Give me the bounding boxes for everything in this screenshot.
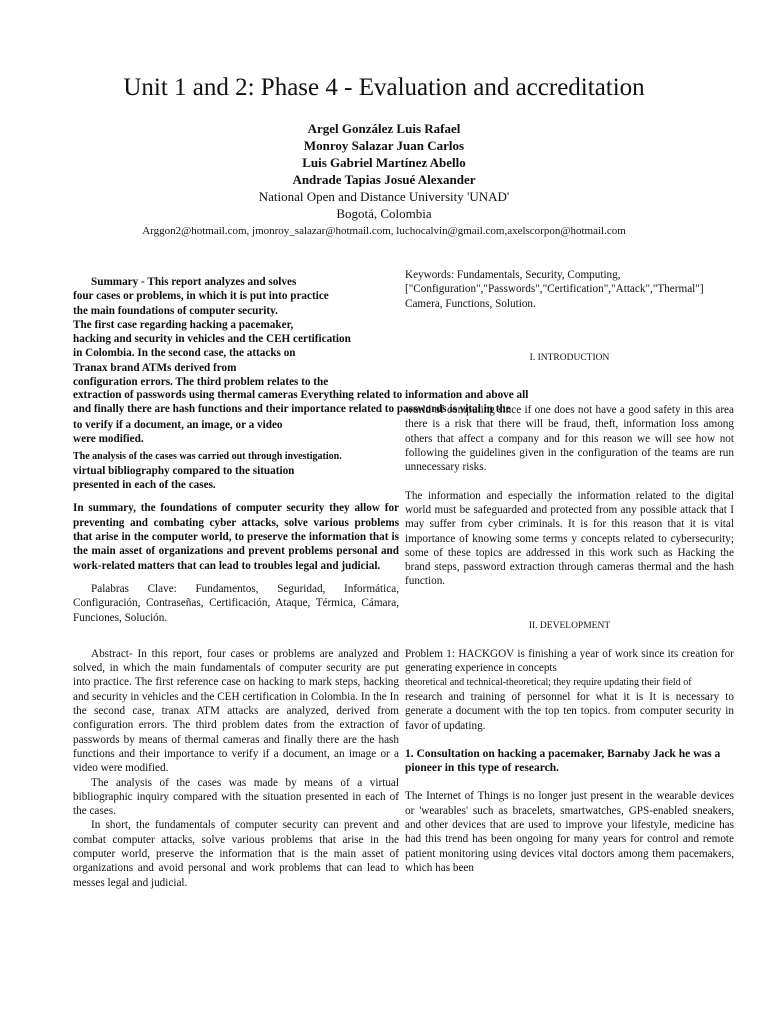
summary-line: four cases or problems, in which it is put into practice: [73, 290, 329, 303]
abstract-paragraph-3: In short, the fundamentals of computer security can prevent and combat computer attacks, solve various problems that arise in the computer world, preserve the information that is the main asset of organizations and avoid personal and work problems that can lead to messes legal and judicial.: [73, 819, 399, 889]
summary-line: to verify if a document, an image, or a video: [73, 418, 283, 431]
introduction-paragraph-1: world of computing since if one does not have a good safety in this area there is a risk that there will be fraud, theft, information loss among others that affect a company and for this reason we will see how not following the guidelines given in the configuration of the teams are run unnecessary risks.: [405, 404, 734, 474]
paper-header: [0, 72, 768, 239]
subsection-pacemaker-heading: 1. Consultation on hacking a pacemaker, Barnaby Jack he was a pioneer in this type of research.: [405, 747, 721, 775]
author-emails: Arggon2@hotmail.com, jmonroy_salazar@hotmail.com, luchocalvin@gmail.com,axelscorpon@hotmail.com: [142, 225, 626, 237]
author-3: Luis Gabriel Martínez Abello: [302, 155, 466, 170]
summary-block: [73, 275, 399, 573]
summary-line: configuration errors. The third problem relates to the: [73, 376, 329, 389]
summary-line: Summary - This report analyzes and solves: [91, 276, 297, 288]
section-development-heading: II. DEVELOPMENT: [528, 620, 611, 631]
author-2: Monroy Salazar Juan Carlos: [303, 138, 465, 153]
university: National Open and Distance University 'UNAD': [258, 189, 510, 204]
in-summary-paragraph: In summary, the foundations of computer security they allow for preventing and combating cyber attacks, solve various problems that arise in the computer world, to preserve the information that is the main asset of organizations and prevent problems personal and work-related matters that can lead to troubles legal and judicial.: [73, 502, 399, 572]
section-introduction-heading: I. INTRODUCTION: [529, 352, 610, 363]
author-4: Andrade Tapias Josué Alexander: [292, 172, 476, 187]
palabras-clave: Palabras Clave: Fundamentos, Seguridad, Informática, Configuración, Contraseñas, Certificación, Ataque, Térmica, Cámara, Funciones, Solución.: [73, 582, 399, 624]
abstract-paragraph-1: Abstract- In this report, four cases or problems are analyzed and solved, in which the main fundamentals of computer security are put into practice. The first reference case on hacking to mark steps, hacking and security in vehicles and the CEH certification in Colombia. In the In the second case, tranax ATM attacks are analyzed, derived from configuration errors. The third problem dates from the extraction of passwords by means of thermal cameras and finally there are the hash functions and their importance to verify if a document, an image or a video were modified.: [73, 647, 399, 775]
introduction-paragraph-2: The information and especially the information related to the digital world must be safeguarded and protected from any possible attack that I may suffer from cyber criminals. It is for this reason that it is vital importance of knowing some terms y concepts related to cybersecurity; some of these topics are addressed in this work such as Hacking the brand steps, password extraction through cameras thermal and the hash function.: [405, 489, 734, 588]
summary-line: The first case regarding hacking a pacemaker,: [73, 318, 294, 331]
summary-span-line-1: extraction of passwords using thermal cameras Everything related to information and above all: [73, 389, 529, 401]
abstract-paragraph-2: The analysis of the cases was made by means of a virtual bibliographic inquiry compared with the situation presented in each of the cases.: [73, 776, 399, 818]
right-column: [405, 268, 734, 875]
city: Bogotá, Colombia: [336, 206, 432, 221]
problem-paragraph-2: research and training of personnel for what it is It is necessary to generate a document with the top ten topics. from computer security in favor of updating.: [405, 690, 734, 732]
summary-span-line-2: and finally there are hash functions and their importance related to passwords is vital in the: [73, 403, 511, 416]
summary-line: Tranax brand ATMs derived from: [73, 361, 237, 374]
summary-line: in Colombia. In the second case, the attacks on: [73, 347, 296, 360]
summary-line: virtual bibliography compared to the situation: [73, 464, 295, 477]
left-column: [73, 275, 399, 890]
iot-paragraph: The Internet of Things is no longer just present in the wearable devices or 'wearables' such as bracelets, smartwatches, GPS-enabled sneakers, and other devices that are used to improve your lifestyle, medicine has had this trend has been ongoing for many years for control and remote patient monitoring using devices vital doctors among them pacemakers, which has been: [405, 790, 734, 874]
problem-small-line: theoretical and technical-theoretical; they require updating their field of: [405, 676, 692, 688]
paper-title: Unit 1 and 2: Phase 4 - Evaluation and accreditation: [123, 74, 645, 101]
problem-paragraph-1: Problem 1: HACKGOV is finishing a year of work since its creation for generating experience in concepts: [405, 648, 734, 675]
analysis-note: The analysis of the cases was carried out through investigation.: [73, 450, 342, 462]
summary-line: hacking and security in vehicles and the CEH certification: [73, 333, 351, 346]
summary-line: presented in each of the cases.: [73, 479, 216, 492]
summary-line: the main foundations of computer security.: [73, 304, 278, 317]
keywords: Keywords: Fundamentals, Security, Computing, ["Configuration","Passwords","Certification","Attack","Thermal"] Camera, Functions, Solution.: [405, 269, 704, 310]
author-1: Argel González Luis Rafael: [307, 121, 461, 136]
summary-line: were modified.: [73, 433, 144, 446]
